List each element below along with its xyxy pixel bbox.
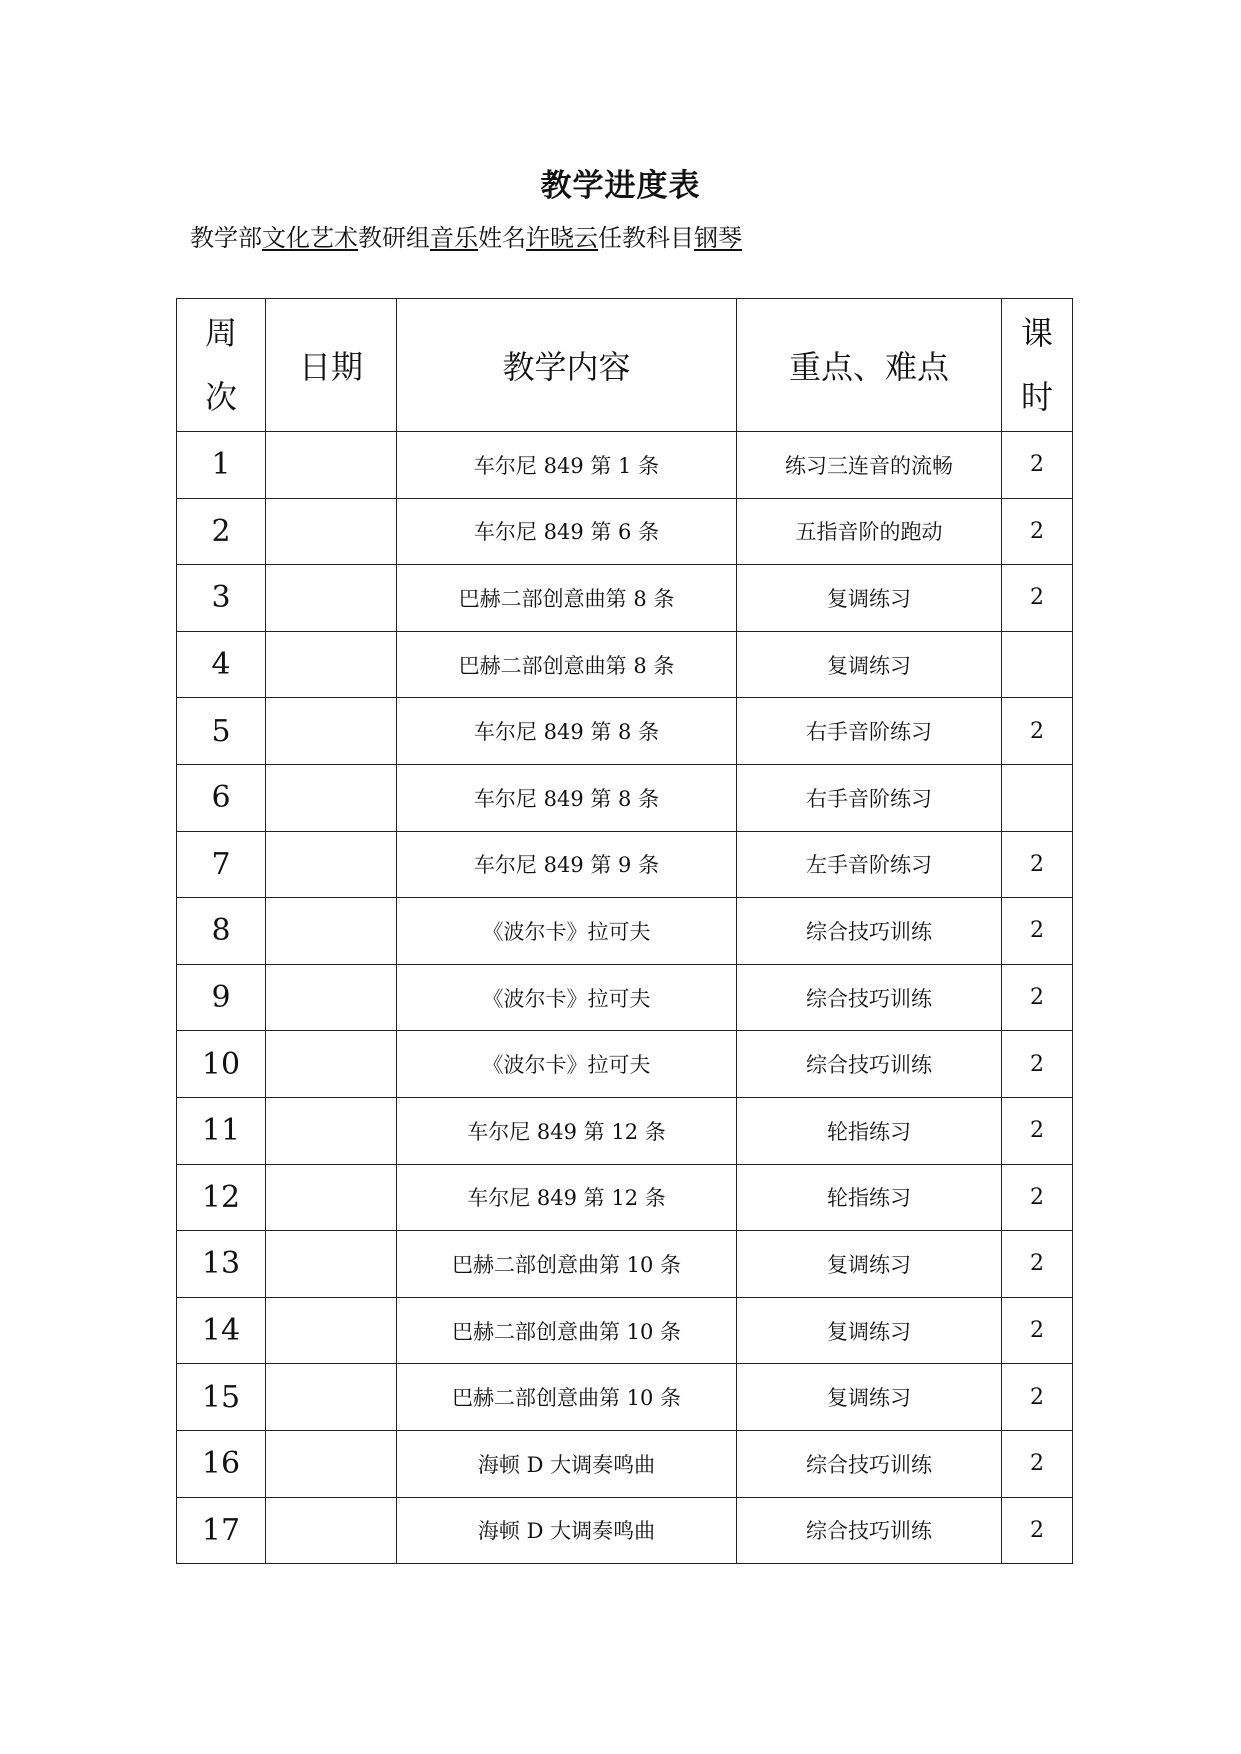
- hours-cell: 2: [1002, 432, 1073, 499]
- name-value: 许晓云: [526, 224, 598, 252]
- week-cell: 3: [177, 565, 266, 632]
- header-week: [177, 299, 266, 432]
- table-row: [177, 831, 1073, 898]
- content-cell: 海顿 D 大调奏鸣曲: [397, 1497, 737, 1564]
- table-row: [177, 898, 1073, 965]
- week-cell: 7: [177, 831, 266, 898]
- date-cell: [266, 764, 397, 831]
- key-points-cell: 综合技巧训练: [737, 964, 1002, 1031]
- week-cell: 2: [177, 498, 266, 565]
- hours-cell: 2: [1002, 565, 1073, 632]
- date-cell: [266, 565, 397, 632]
- hours-cell: 2: [1002, 1031, 1073, 1098]
- table-row: [177, 698, 1073, 765]
- date-cell: [266, 698, 397, 765]
- key-points-cell: 综合技巧训练: [737, 1497, 1002, 1564]
- hours-cell: 2: [1002, 498, 1073, 565]
- date-cell: [266, 1497, 397, 1564]
- key-points-cell: 复调练习: [737, 1364, 1002, 1431]
- date-cell: [266, 1164, 397, 1231]
- table-row: [177, 1497, 1073, 1564]
- key-points-cell: 综合技巧训练: [737, 1430, 1002, 1497]
- table-row: [177, 964, 1073, 1031]
- key-points-cell: 轮指练习: [737, 1164, 1002, 1231]
- key-points-cell: 复调练习: [737, 565, 1002, 632]
- date-cell: [266, 964, 397, 1031]
- table-row: [177, 1364, 1073, 1431]
- hours-cell: 2: [1002, 1097, 1073, 1164]
- document-title: 教学进度表: [540, 168, 701, 204]
- content-cell: 巴赫二部创意曲第 8 条: [397, 565, 737, 632]
- content-cell: 《波尔卡》拉可夫: [397, 1031, 737, 1098]
- key-points-cell: 复调练习: [737, 631, 1002, 698]
- content-cell: 车尔尼 849 第 12 条: [397, 1097, 737, 1164]
- hours-cell: 2: [1002, 1231, 1073, 1298]
- table-row: [177, 1031, 1073, 1098]
- hours-cell: 2: [1002, 831, 1073, 898]
- hours-cell: 2: [1002, 1164, 1073, 1231]
- week-cell: 13: [177, 1231, 266, 1298]
- key-points-cell: 右手音阶练习: [737, 764, 1002, 831]
- content-cell: 巴赫二部创意曲第 8 条: [397, 631, 737, 698]
- content-cell: 巴赫二部创意曲第 10 条: [397, 1364, 737, 1431]
- content-cell: 车尔尼 849 第 9 条: [397, 831, 737, 898]
- table-row: [177, 764, 1073, 831]
- hours-cell: 2: [1002, 1364, 1073, 1431]
- week-cell: 11: [177, 1097, 266, 1164]
- header-hours-line2: 时: [1020, 378, 1053, 416]
- content-cell: 巴赫二部创意曲第 10 条: [397, 1231, 737, 1298]
- subject-label: 任教科目: [598, 224, 694, 252]
- week-cell: 14: [177, 1297, 266, 1364]
- header-week-line1: 周: [204, 314, 237, 352]
- table-row: [177, 1164, 1073, 1231]
- week-cell: 17: [177, 1497, 266, 1564]
- hours-cell: 2: [1002, 1297, 1073, 1364]
- table-row: [177, 432, 1073, 499]
- hours-cell: 2: [1002, 698, 1073, 765]
- hours-cell: [1002, 764, 1073, 831]
- subject-value: 钢琴: [694, 224, 742, 252]
- content-cell: 《波尔卡》拉可夫: [397, 964, 737, 1031]
- header-hours: [1002, 299, 1073, 432]
- header-date: 日期: [266, 299, 397, 432]
- table-row: [177, 1297, 1073, 1364]
- content-cell: 车尔尼 849 第 8 条: [397, 764, 737, 831]
- teacher-info-line: [190, 218, 742, 253]
- date-cell: [266, 631, 397, 698]
- key-points-cell: 左手音阶练习: [737, 831, 1002, 898]
- date-cell: [266, 1031, 397, 1098]
- header-content: 教学内容: [397, 299, 737, 432]
- week-cell: 12: [177, 1164, 266, 1231]
- table-row: [177, 1231, 1073, 1298]
- key-points-cell: 右手音阶练习: [737, 698, 1002, 765]
- key-points-cell: 复调练习: [737, 1297, 1002, 1364]
- hours-cell: 2: [1002, 1497, 1073, 1564]
- dept-label: 教学部: [190, 224, 262, 252]
- key-points-cell: 综合技巧训练: [737, 1031, 1002, 1098]
- table-row: [177, 565, 1073, 632]
- date-cell: [266, 1297, 397, 1364]
- content-cell: 车尔尼 849 第 12 条: [397, 1164, 737, 1231]
- date-cell: [266, 898, 397, 965]
- dept-value: 文化艺术: [262, 224, 358, 252]
- key-points-cell: 五指音阶的跑动: [737, 498, 1002, 565]
- week-cell: 10: [177, 1031, 266, 1098]
- key-points-cell: 练习三连音的流畅: [737, 432, 1002, 499]
- name-label: 姓名: [478, 224, 526, 252]
- header-hours-line1: 课: [1020, 314, 1053, 352]
- week-cell: 16: [177, 1430, 266, 1497]
- date-cell: [266, 1097, 397, 1164]
- table-row: [177, 631, 1073, 698]
- date-cell: [266, 1430, 397, 1497]
- date-cell: [266, 831, 397, 898]
- hours-cell: [1002, 631, 1073, 698]
- content-cell: 海顿 D 大调奏鸣曲: [397, 1430, 737, 1497]
- week-cell: 8: [177, 898, 266, 965]
- header-row: [177, 299, 1073, 432]
- key-points-cell: 轮指练习: [737, 1097, 1002, 1164]
- week-cell: 5: [177, 698, 266, 765]
- content-cell: 《波尔卡》拉可夫: [397, 898, 737, 965]
- week-cell: 9: [177, 964, 266, 1031]
- table-row: [177, 498, 1073, 565]
- hours-cell: 2: [1002, 898, 1073, 965]
- week-cell: 4: [177, 631, 266, 698]
- key-points-cell: 复调练习: [737, 1231, 1002, 1298]
- week-cell: 6: [177, 764, 266, 831]
- group-value: 音乐: [430, 224, 478, 252]
- content-cell: 车尔尼 849 第 1 条: [397, 432, 737, 499]
- week-cell: 15: [177, 1364, 266, 1431]
- table-row: [177, 1097, 1073, 1164]
- date-cell: [266, 1364, 397, 1431]
- content-cell: 车尔尼 849 第 8 条: [397, 698, 737, 765]
- key-points-cell: 综合技巧训练: [737, 898, 1002, 965]
- table-row: [177, 1430, 1073, 1497]
- header-week-line2: 次: [204, 378, 237, 416]
- schedule-table: [176, 298, 1073, 1564]
- date-cell: [266, 498, 397, 565]
- week-cell: 1: [177, 432, 266, 499]
- content-cell: 车尔尼 849 第 6 条: [397, 498, 737, 565]
- date-cell: [266, 1231, 397, 1298]
- hours-cell: 2: [1002, 1430, 1073, 1497]
- date-cell: [266, 432, 397, 499]
- content-cell: 巴赫二部创意曲第 10 条: [397, 1297, 737, 1364]
- header-key-points: 重点、难点: [737, 299, 1002, 432]
- group-label: 教研组: [358, 224, 430, 252]
- hours-cell: 2: [1002, 964, 1073, 1031]
